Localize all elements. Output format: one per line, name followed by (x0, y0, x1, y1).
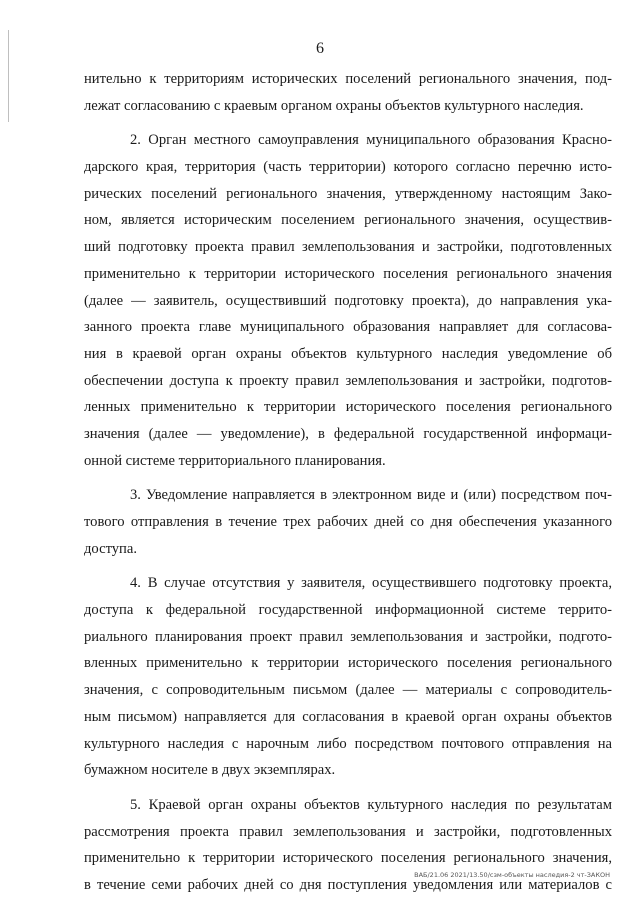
paragraph-2-line: рических поселений регионального значения, утвержденному настоящим Зако- (84, 185, 612, 202)
paragraph-5-line: применительно к территории исторического поселения регионального значения, (84, 850, 612, 867)
paragraph-2-line: онной системе территориального планирования. (84, 452, 386, 469)
paragraph-2-line: обеспечении доступа к проекту правил землепользования и застройки, подготов- (84, 372, 612, 389)
paragraph-2-line: 2. Орган местного самоуправления муниципального образования Красно- (130, 132, 612, 149)
paragraph-gap (84, 119, 612, 127)
paragraph-4-line: 4. В случае отсутствия у заявителя, осуществившего подготовку проекта, (130, 575, 612, 592)
paragraph-1-line: нительно к территориям исторических поселений регионального значения, под- (84, 71, 612, 87)
paragraph-2-line: применительно к территории исторического поселения регионального значения (84, 265, 612, 282)
paragraph-gap (84, 784, 612, 792)
paragraph-4-line: риального планирования проект правил землепользования и застройки, подгото- (84, 628, 612, 645)
paragraph-2-line: ном, является историческим поселением регионального значения, осуществив- (84, 212, 612, 229)
paragraph-2-line: ленных применительно к территории исторического поселения регионального (84, 399, 612, 416)
paragraph-2-line: занного проекта главе муниципального образования направляет для согласова- (84, 319, 612, 336)
paragraph-3-line: доступа. (84, 540, 137, 557)
paragraph-4-line: значения, с сопроводительным письмом (далее — материалы с сопроводитель- (84, 682, 612, 699)
paragraph-3-line: 3. Уведомление направляется в электронном виде и (или) посредством поч- (130, 487, 612, 504)
paragraph-2-line: ния в краевой орган охраны объектов культурного наследия уведомление об (84, 345, 612, 362)
paragraph-4-line: доступа к федеральной государственной информационной системе террито- (84, 602, 612, 619)
paragraph-5-line: рассмотрения проекта правил землепользования и застройки, подготовленных (84, 823, 612, 840)
paragraph-4-line: вленных применительно к территории исторического поселения регионального (84, 655, 612, 672)
document-body (84, 66, 612, 899)
paragraph-2-line: значения (далее — уведомление), в федеральной государственной информаци- (84, 425, 612, 442)
paragraph-gap (84, 474, 612, 482)
paragraph-2-line: (далее — заявитель, осуществивший подготовку проекта), до направления ука- (84, 292, 612, 309)
paragraph-1-line: лежат согласованию с краевым органом охраны объектов культурного наследия. (84, 97, 584, 114)
paragraph-2-line: дарского края, территория (часть территории) которого согласно перечню исто- (84, 159, 612, 176)
paragraph-5-line: в течение семи рабочих дней со дня поступления уведомления или материалов с (84, 876, 612, 893)
paragraph-4-line: культурного наследия с нарочным либо посредством почтового отправления на (84, 735, 612, 752)
footer-document-code: ВАБ/21.06 2021/13.50/сзм-объекты наследия-2 чт-ЗАКОН (414, 871, 610, 879)
paragraph-3-line: тового отправления в течение трех рабочих дней со дня обеспечения указанного (84, 514, 612, 530)
paragraph-4-line: бумажном носителе в двух экземплярах. (84, 762, 336, 779)
page-number: 6 (316, 40, 324, 57)
paragraph-5-line: 5. Краевой орган охраны объектов культурного наследия по результатам (130, 796, 612, 813)
paragraph-4-line: ным письмом) направляется для согласования в краевой орган охраны объектов (84, 708, 612, 725)
paragraph-2-line: ший подготовку проекта правил землепользования и застройки, подготовленных (84, 239, 612, 256)
paragraph-gap (84, 562, 612, 570)
